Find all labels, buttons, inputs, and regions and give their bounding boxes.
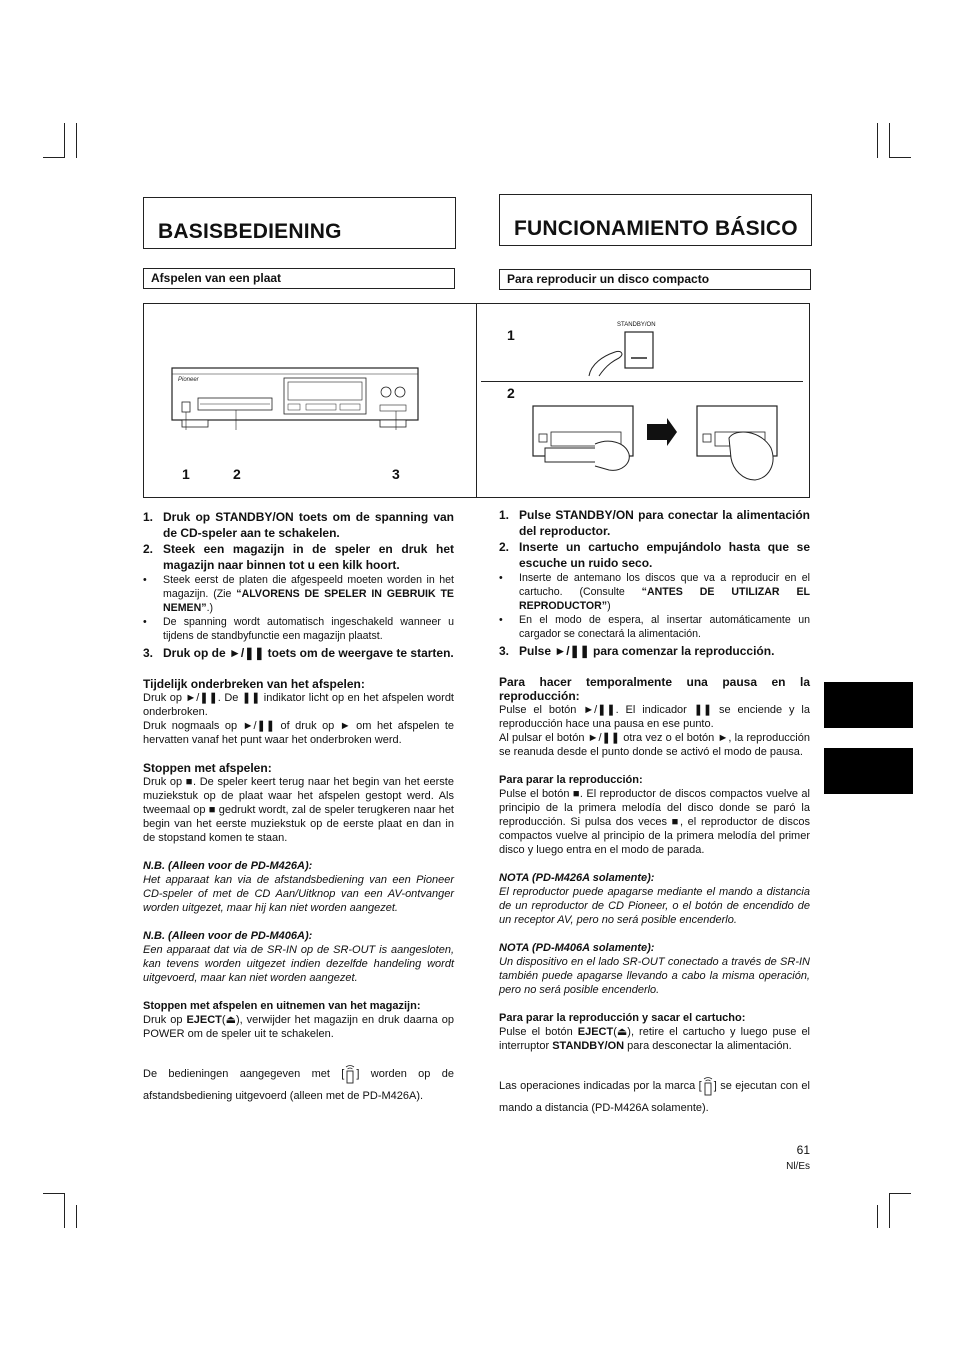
step-item: 2. Steek een magazijn in de speler en druk het magazijn naar binnen tot u een kilk hoort. [143, 542, 454, 572]
step-item: 3. Pulse ►/❚❚ para comenzar la reproducción. [499, 644, 775, 658]
note-heading: NOTA (PD-M426A solamente): [499, 872, 655, 884]
callout-number: 2 [233, 466, 241, 482]
crop-mark [889, 1193, 890, 1228]
crop-mark [43, 1193, 65, 1194]
insert-cartridge-illustration [525, 398, 785, 488]
section-heading: Afspelen van een plaat [143, 268, 455, 289]
svg-text:Pioneer: Pioneer [178, 377, 199, 383]
step-item: 1. Pulse STANDBY/ON para conectar la alimentación del reproductor. [499, 508, 810, 538]
language-code: Nl/Es [786, 1161, 810, 1172]
crop-mark [76, 1205, 77, 1228]
section-subheading: Para parar la reproducción: [499, 774, 643, 786]
body-text: Pulse el botón ►/❚❚. El indicador ❚❚ se enciende y la reproducción hace una pausa en ese punto. [499, 704, 810, 730]
body-text: Druk op EJECT(⏏), verwijder het magazijn en druk daarna op POWER om de speler uit te schakelen. [143, 1014, 454, 1040]
crop-mark [877, 123, 878, 158]
section-heading: Para reproducir un disco compacto [499, 269, 811, 290]
figure-divider [476, 303, 477, 498]
step-item: 1. Druk op STANDBY/ON toets om de spanning van de CD-speler aan te schakelen. [143, 510, 454, 540]
standby-label: STANDBY/ON [617, 322, 656, 328]
section-subheading: Stoppen met afspelen en uitnemen van het magazijn: [143, 1000, 421, 1012]
body-text: Pulse el botón ■. El reproductor de discos compactos vuelve al principio de la primera melodía del disco donde se paró la reproducción. Si pulsa dos veces ■, el reproductor de discos compactos vuelve al principio de la primera melodía del primer disco y luego entra en el modo de parada. [499, 788, 810, 856]
body-text: Druk op ■. De speler keert terug naar het begin van het eerste muziekstuk op de plaat waar het afspelen gestopt werd. Als tweemaal op ■ gedrukt wordt, zal de speler terugkeren naar het begin van het eerste muziekstuk op de eerste plaat en dan in de stopstand komen te staan. [143, 776, 454, 844]
note-text: Een apparaat dat via de SR-IN op de SR-OUT is aangesloten, kan tevens worden uitgezet indien dezelfde handeling wordt uitgevoerd, maar kan niet worden aangezet. [143, 944, 454, 984]
section-tab [824, 748, 913, 794]
bullet-item: • De spanning wordt automatisch ingeschakeld wanneer u tijdens de standbyfunctie een magazijn plaatst. [143, 616, 454, 642]
right-title-box [499, 194, 812, 246]
note-heading: N.B. (Alleen voor de PD-M426A): [143, 860, 313, 872]
remote-note: De bedieningen aangegeven met [ ] worden op de afstandsbediening uitgevoerd (alleen met de PD-M426A). [143, 1063, 454, 1107]
note-text: Un dispositivo en el lado SR-OUT conectado a través de SR-IN también puede apagarse llevando a cabo la misma operación, pero no será posible encenderlo. [499, 956, 810, 996]
remote-control-icon [702, 1076, 714, 1096]
section-subheading: Tijdelijk onderbreken van het afspelen: [143, 677, 365, 691]
page-title: FUNCIONAMIENTO BÁSICO [514, 217, 798, 240]
standby-button-illustration [585, 330, 665, 382]
remote-note: Las operaciones indicadas por la marca [ ] se ejecutan con el mando a distancia (PD-M426A solamente). [499, 1075, 810, 1119]
crop-mark [877, 1205, 878, 1228]
section-tab [824, 682, 913, 728]
step-item: 2. Inserte un cartucho empujándolo hasta que se escuche un ruido seco. [499, 540, 810, 570]
bullet-item: • En el modo de espera, al insertar automáticamente un cargador se conectará la alimentación. [499, 614, 810, 640]
note-heading: N.B. (Alleen voor de PD-M406A): [143, 930, 313, 942]
callout-number: 1 [182, 466, 190, 482]
crop-mark [76, 123, 77, 158]
callout-number: 3 [392, 466, 400, 482]
section-subheading: Stoppen met afspelen: [143, 761, 272, 775]
page-title: BASISBEDIENING [158, 220, 342, 243]
right-column [499, 507, 810, 1119]
section-subheading: Para hacer temporalmente una pausa en la reproducción: [499, 675, 810, 703]
crop-mark [64, 123, 65, 158]
cd-player-illustration [170, 360, 430, 435]
note-text: El reproductor puede apagarse mediante el mando a distancia de un reproductor de CD Pioneer, o el botón de encendido de un receptor AV, pero no será posible encenderlo. [499, 886, 810, 926]
left-title-box [143, 197, 456, 249]
body-text: Druk op ►/❚❚. De ❚❚ indikator licht op en het afspelen wordt onderbroken. [143, 692, 454, 718]
crop-mark [43, 157, 65, 158]
page-number: 61 [796, 1143, 810, 1157]
left-column [143, 509, 454, 1107]
crop-mark [889, 123, 890, 158]
crop-mark [889, 157, 911, 158]
body-text: Pulse el botón EJECT(⏏), retire el cartucho y luego puse el interruptor STANDBY/ON para desconectar la alimentación. [499, 1026, 811, 1052]
note-heading: NOTA (PD-M406A solamente): [499, 942, 655, 954]
body-text: Druk nogmaals op ►/❚❚ of druk op ► om het afspelen te hervatten vanaf het punt waar het onderbroken werd. [143, 720, 454, 746]
note-text: Het apparaat kan via de afstandsbediening van een Pioneer CD-speler of met de CD Aan/Uitknop van een AV-ontvanger worden uitgezet, maar hij kan niet worden aangezet. [143, 874, 454, 914]
callout-number: 1 [507, 327, 515, 343]
crop-mark [64, 1193, 65, 1228]
step-item: 3. Druk op de ►/❚❚ toets om de weergave te starten. [143, 646, 454, 660]
callout-number: 2 [507, 385, 515, 401]
body-text: Al pulsar el botón ►/❚❚ otra vez o el botón ►, la reproducción se reanuda desde el punto donde se activó el modo de pausa. [499, 732, 810, 758]
bullet-item: • Inserte de antemano los discos que va a reproducir en el cartucho. (Consulte “ANTES DE UTILIZAR EL REPRODUCTOR”) [499, 572, 810, 612]
remote-control-icon [344, 1064, 356, 1084]
bullet-item: • Steek eerst de platen die afgespeeld moeten worden in het magazijn. (Zie “ALVORENS DE SPELER IN GEBRUIK TE NEMEN”.) [143, 574, 454, 614]
section-subheading: Para parar la reproducción y sacar el cartucho: [499, 1012, 746, 1024]
crop-mark [889, 1193, 911, 1194]
